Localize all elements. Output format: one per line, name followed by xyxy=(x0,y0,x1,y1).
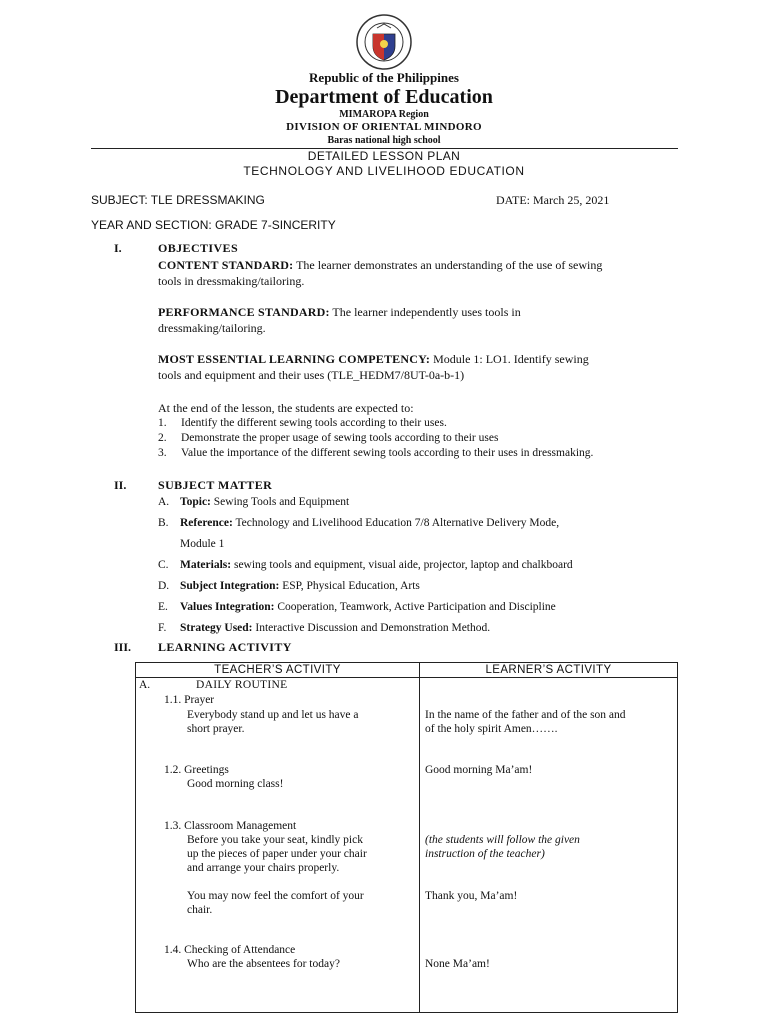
competency xyxy=(158,351,683,383)
teacher-column-header: TEACHER’S ACTIVITY xyxy=(136,663,420,678)
competency-label: MOST ESSENTIAL LEARNING COMPETENCY: xyxy=(158,352,431,366)
section-numeral-2: II. xyxy=(114,478,127,492)
content-standard-text-1: The learner demonstrates an understanding of the use of sewing xyxy=(293,258,603,272)
division-heading: DIVISION OF ORIENTAL MINDORO xyxy=(286,121,482,133)
content-standard-label: CONTENT STANDARD: xyxy=(158,258,294,272)
performance-standard-label: PERFORMANCE STANDARD: xyxy=(158,305,330,319)
daily-routine-title: DAILY ROUTINE xyxy=(196,679,288,691)
subject-matter-list xyxy=(158,492,688,639)
content-standard xyxy=(158,257,683,289)
list-item: D. Subject Integration: ESP, Physical Education, Arts xyxy=(158,580,420,592)
course-title: TECHNOLOGY AND LIVELIHOOD EDUCATION xyxy=(243,164,525,178)
subject-field: SUBJECT: TLE DRESSMAKING xyxy=(91,193,265,207)
competency-text-1: Module 1: LO1. Identify sewing xyxy=(430,352,589,366)
learner-activity-cell xyxy=(420,678,678,1013)
learner-text: None Ma’am! xyxy=(425,958,490,970)
learner-text: of the holy spirit Amen……. xyxy=(425,723,558,735)
learner-text: Thank you, Ma’am! xyxy=(425,890,518,902)
classroom-management-title: 1.3. Classroom Management xyxy=(164,820,297,832)
subject-matter-heading: SUBJECT MATTER xyxy=(158,478,273,492)
attendance-title: 1.4. Checking of Attendance xyxy=(164,944,296,956)
learner-text: Good morning Ma’am! xyxy=(425,764,533,776)
teacher-text: Everybody stand up and let us have a xyxy=(187,709,359,721)
list-item: 3. Value the importance of the different sewing tools according to their uses in dressmaking. xyxy=(158,447,594,459)
learning-activity-heading: LEARNING ACTIVITY xyxy=(158,640,292,654)
year-section-field: YEAR AND SECTION: GRADE 7-SINCERITY xyxy=(91,218,336,232)
plan-title: DETAILED LESSON PLAN xyxy=(307,149,461,163)
teacher-text: chair. xyxy=(187,904,213,916)
date-field: DATE: March 25, 2021 xyxy=(496,193,610,207)
teacher-text: You may now feel the comfort of your xyxy=(187,890,364,902)
objectives-intro: At the end of the lesson, the students are expected to: xyxy=(158,401,414,415)
teacher-text: Before you take your seat, kindly pick xyxy=(187,834,363,846)
list-item: E. Values Integration: Cooperation, Teamwork, Active Participation and Discipline xyxy=(158,601,556,613)
greetings-title: 1.2. Greetings xyxy=(164,764,229,776)
daily-routine-letter: A. xyxy=(139,679,151,691)
list-item: B. Reference: Technology and Livelihood Education 7/8 Alternative Delivery Mode, xyxy=(158,517,560,529)
list-item: Module 1 xyxy=(180,538,225,550)
section-numeral-1: I. xyxy=(114,241,122,255)
section-numeral-3: III. xyxy=(114,640,132,654)
teacher-text: and arrange your chairs properly. xyxy=(187,862,340,874)
performance-standard-text-2: dressmaking/tailoring. xyxy=(158,321,266,335)
performance-standard xyxy=(158,304,683,336)
learner-text: (the students will follow the given xyxy=(425,834,580,846)
list-item: C. Materials: sewing tools and equipment, visual aide, projector, laptop and chalkboard xyxy=(158,559,573,571)
prayer-title: 1.1. Prayer xyxy=(164,694,215,706)
teacher-text: Who are the absentees for today? xyxy=(187,958,340,970)
learner-text: instruction of the teacher) xyxy=(425,848,545,860)
region-heading: MIMAROPA Region xyxy=(339,109,429,120)
learner-column-header: LEARNER’S ACTIVITY xyxy=(420,663,678,678)
department-heading: Department of Education xyxy=(275,86,493,108)
republic-heading: Republic of the Philippines xyxy=(309,70,459,85)
list-item: 2. Demonstrate the proper usage of sewing tools according to their uses xyxy=(158,432,499,444)
teacher-text: Good morning class! xyxy=(187,778,284,790)
list-item: 1. Identify the different sewing tools according to their uses. xyxy=(158,417,447,429)
content-standard-text-2: tools in dressmaking/tailoring. xyxy=(158,274,305,288)
activity-table xyxy=(135,662,678,1013)
school-heading: Baras national high school xyxy=(327,135,441,146)
performance-standard-text-1: The learner independently uses tools in xyxy=(329,305,521,319)
objectives-heading: OBJECTIVES xyxy=(158,241,239,255)
competency-text-2: tools and equipment and their uses (TLE_HEDM7/8UT-0a-b-1) xyxy=(158,368,465,382)
objectives-list xyxy=(158,416,688,461)
list-item: F. Strategy Used: Interactive Discussion and Demonstration Method. xyxy=(158,622,491,634)
teacher-text: up the pieces of paper under your chair xyxy=(187,848,367,860)
teacher-text: short prayer. xyxy=(187,723,245,735)
learner-text: In the name of the father and of the son and xyxy=(425,709,626,721)
list-item: A. Topic: Sewing Tools and Equipment xyxy=(158,496,350,508)
teacher-activity-cell xyxy=(136,678,420,1013)
deped-seal-logo xyxy=(347,14,421,70)
